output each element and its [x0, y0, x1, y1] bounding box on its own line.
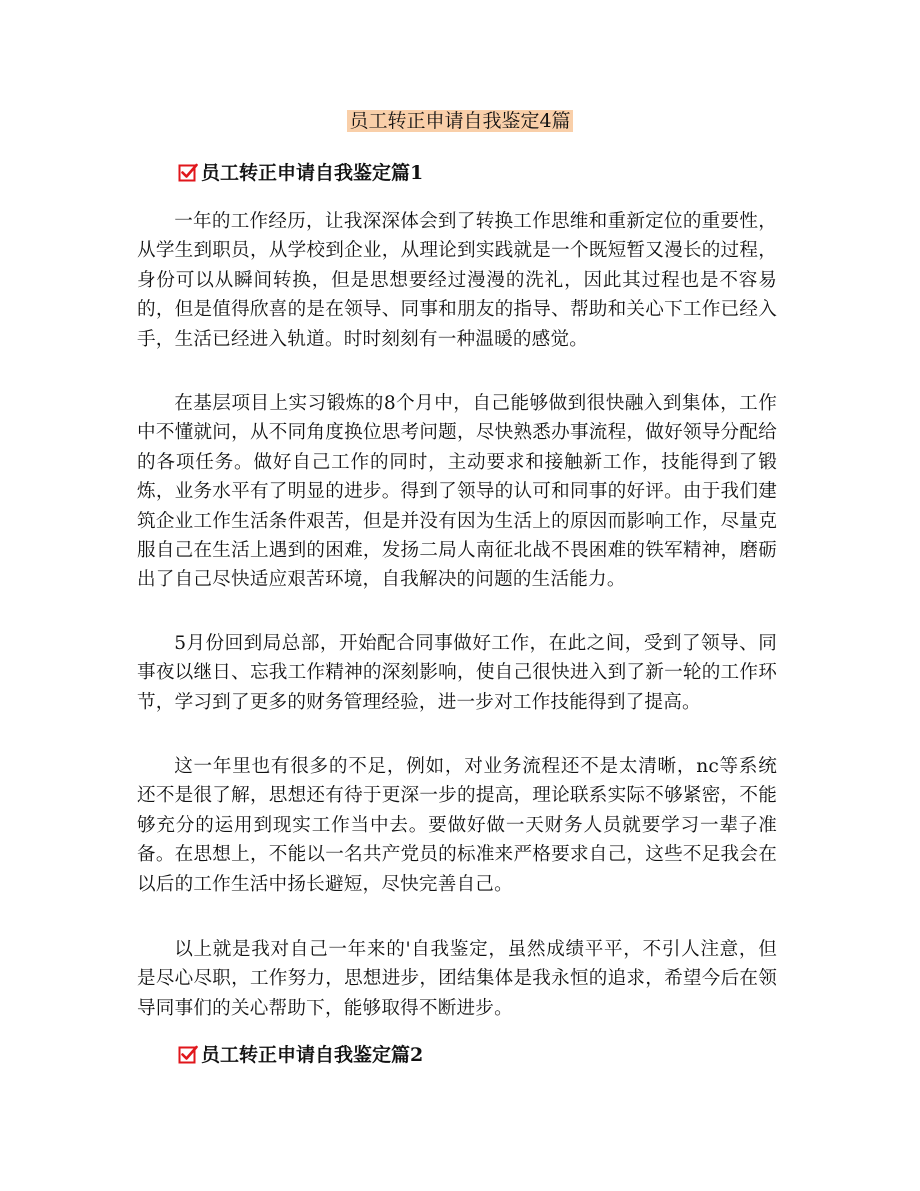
document-title [0, 108, 920, 134]
paragraph-3: 5月份回到局总部，开始配合同事做好工作，在此之间，受到了领导、同事夜以继日、忘我工作精神的深刻影响，使自己很快进入到了新一轮的工作环节，学习到了更多的财务管理经验，进一步对工作技能得到了提高。 [137, 633, 777, 713]
section-heading-1 [178, 160, 423, 186]
section-heading-2-text: 员工转正申请自我鉴定篇2 [201, 1044, 424, 1066]
paragraph-4: 这一年里也有很多的不足，例如，对业务流程还不是太清晰，nc等系统还不是很了解，思想还有待于更深一步的提高，理论联系实际不够紧密，不能够充分的运用到现实工作当中去。要做好做一天财务人员就要学习一辈子准备。在思想上，不能以一名共产党员的标准来严格要求自己，这些不足我会在以后的工作生活中扬长避短，尽快完善自己。 [137, 756, 777, 895]
paragraph-2: 在基层项目上实习锻炼的8个月中，自己能够做到很快融入到集体，工作中不懂就问，从不同角度换位思考问题，尽快熟悉办事流程，做好领导分配给的各项任务。做好自己工作的同时，主动要求和接触新工作，技能得到了锻炼，业务水平有了明显的进步。得到了领导的认可和同事的好评。由于我们建筑企业工作生活条件艰苦，但是并没有因为生活上的原因而影响工作，尽量克服自己在生活上遇到的困难，发扬二局人南征北战不畏困难的铁军精神，磨砺出了自己尽快适应艰苦环境，自我解决的问题的生活能力。 [137, 393, 777, 591]
section-heading-2 [178, 1042, 423, 1068]
section-heading-1-text: 员工转正申请自我鉴定篇1 [201, 162, 424, 184]
paragraph-1: 一年的工作经历，让我深深体会到了转换工作思维和重新定位的重要性，从学生到职员，从学校到企业，从理论到实践就是一个既短暂又漫长的过程，身份可以从瞬间转换，但是思想要经过漫漫的洗礼，因此其过程也是不容易的，但是值得欣喜的是在领导、同事和朋友的指导、帮助和关心下工作已经入手，生活已经进入轨道。时时刻刻有一种温暖的感觉。 [137, 211, 777, 350]
paragraph-5: 以上就是我对自己一年来的'自我鉴定，虽然成绩平平，不引人注意，但是尽心尽职，工作努力，思想进步，团结集体是我永恒的追求，希望今后在领导同事们的关心帮助下，能够取得不断进步。 [137, 939, 777, 1019]
checkbox-checked-icon [178, 163, 198, 183]
document-title-text: 员工转正申请自我鉴定4篇 [349, 110, 571, 132]
checkbox-checked-icon [178, 1045, 198, 1065]
